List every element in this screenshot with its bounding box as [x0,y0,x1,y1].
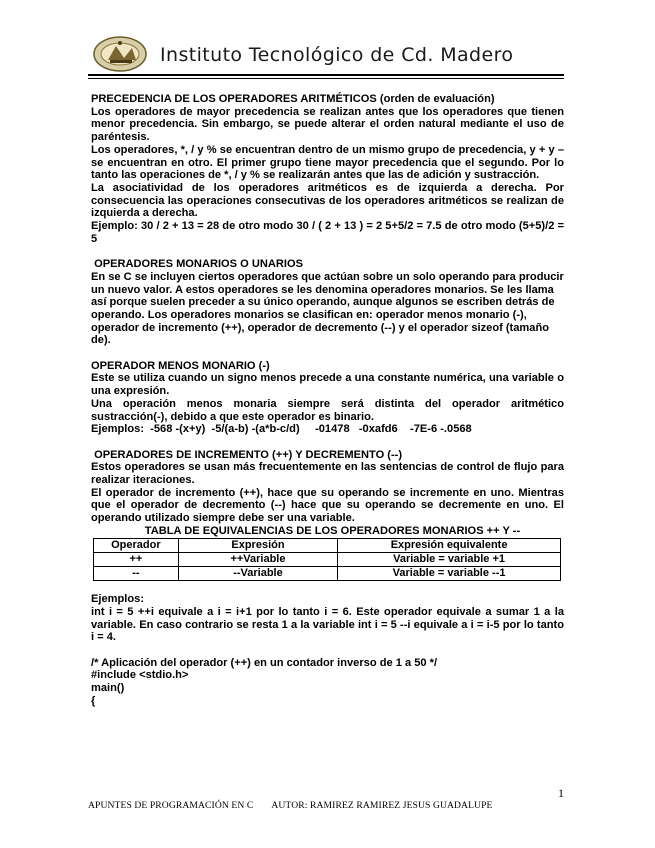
table-cell: ++ [94,552,179,566]
heading-text: PRECEDENCIA DE LOS OPERADORES ARITMÉTICOS [91,93,377,105]
table-row [94,552,561,566]
paragraph: Una operación menos monaria siempre será distinta del operador aritmético sustracción(-), debido a que este operador es binario. [91,397,564,423]
table-cell: -- [94,566,179,580]
paragraph: La asociatividad de los operadores aritméticos es de izquierda a derecha. Por consecuencia las operaciones consecutivas de los operadores aritméticos se realizan de izquierda a derecha. [91,181,564,220]
paragraph: Estos operadores se usan más frecuentemente en las sentencias de control de flujo para realizar iteraciones. [91,461,564,487]
page-footer [88,800,510,811]
example-paragraph: Ejemplos: -568 -(x+y) -5/(a-b) -(a*b-c/d) -01478 -0xafd6 -7E-6 -.0568 [91,423,472,436]
table-title: TABLA DE EQUIVALENCIAS DE LOS OPERADORES MONARIOS ++ Y -- [144,524,521,537]
header-rule-thin [88,78,564,79]
header-rule-thick [88,74,564,76]
example-paragraph: Ejemplo: 30 / 2 + 13 = 28 de otro modo 30 / ( 2 + 13 ) = 2 5+5/2 = 7.5 de otro modo (5+5)/2 = 5 [91,220,564,245]
section-heading-incremento: OPERADORES DE INCREMENTO (++) Y DECREMENTO (--) [91,448,403,461]
page-number: 1 [558,786,564,800]
table-cell: Variable = variable +1 [338,552,561,566]
institute-logo-icon [92,34,148,74]
table-cell: --Variable [178,566,337,580]
section-heading-monarios: OPERADORES MONARIOS O UNARIOS [91,258,304,271]
paragraph: En se C se incluyen ciertos operadores que actúan sobre un solo operando para producir un nuevo valor. A estos operadores se les denomina operadores monarios. Se les llama así porque suelen preceder a su único operando, aunque algunos se escriben detrás de operando. Los operadores monarios se clasifican en: operador menos monario (-), operador de incremento (++), operador de decremento (--) y el operador sizeof (tamaño de). [91,270,564,347]
paragraph: Los operadores de mayor precedencia se realizan antes que los operadores que tienen menor precedencia. Sin embargo, se puede alterar el orden natural mediante el uso de paréntesis. [91,105,564,144]
section-heading-precedencia [91,93,564,106]
code-line: { [91,694,96,707]
section-heading-menos-monario: OPERADOR MENOS MONARIO (-) [91,359,270,372]
paragraph: Este se utiliza cuando un signo menos precede a una constante numérica, una variable o una expresión. [91,372,564,398]
document-body [91,93,564,708]
table-header-row [94,538,561,552]
table-header-cell: Expresión equivalente [338,538,561,552]
table-header-cell: Expresión [178,538,337,552]
table-cell: ++Variable [178,552,337,566]
heading-suffix: (orden de evaluación) [376,93,495,105]
code-line: /* Aplicación del operador (++) en un contador inverso de 1 a 50 */ [91,656,438,669]
footer-course: APUNTES DE PROGRAMACIÓN EN C [88,800,254,811]
institution-title: Instituto Tecnológico de Cd. Madero [160,44,514,66]
page-header [88,32,564,82]
paragraph: Los operadores, *, / y % se encuentran dentro de un mismo grupo de precedencia, y + y – se encuentran en otro. El primer grupo tiene mayor precedencia que el segundo. Por lo tanto las operaciones de *, / y % se realizarán antes que las de adición y sustracción. [91,143,564,182]
paragraph: int i = 5 ++i equivale a i = i+1 por lo tanto i = 6. Este operador equivale a sumar 1 a la variable. En caso contrario se resta 1 a la variable int i = 5 --i equivale a i = i-5 por lo tanto i = 4. [91,605,564,644]
code-line: #include <stdio.h> [91,669,189,682]
section-heading-ejemplos: Ejemplos: [91,593,145,606]
table-cell: Variable = variable --1 [338,566,561,580]
footer-author: AUTOR: RAMIREZ RAMIREZ JESUS GUADALUPE [271,800,493,811]
code-line: main() [91,682,125,695]
paragraph: El operador de incremento (++), hace que su operando se incremente en uno. Mientras que el operador de decremento (--) hace que su operando se decremente en uno. El operando utilizado siempre debe ser una variable. [91,486,564,525]
table-row [94,566,561,580]
table-header-cell: Operador [94,538,179,552]
equivalence-table [93,538,561,581]
